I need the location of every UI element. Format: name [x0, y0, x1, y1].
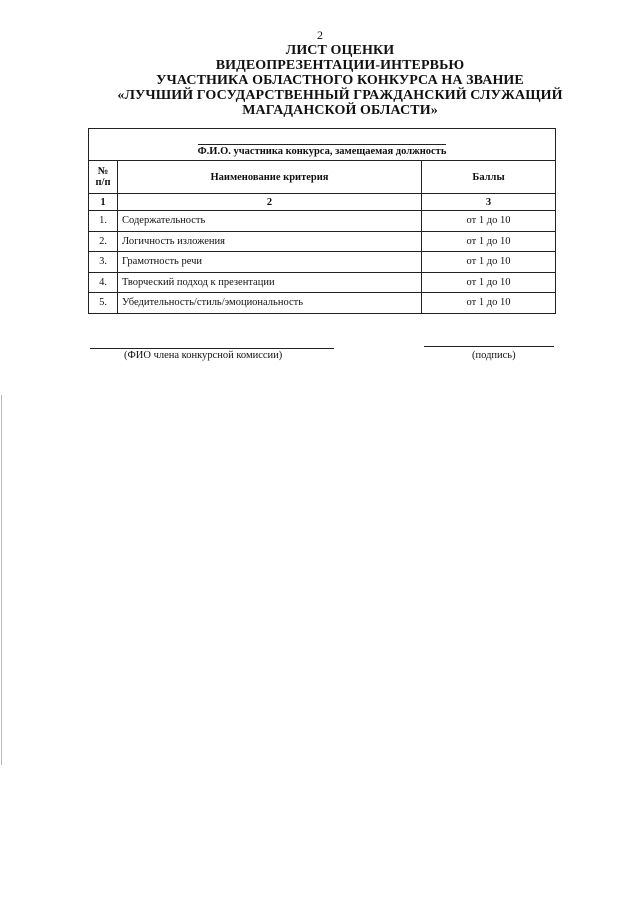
criterion-name: Содержательность: [118, 211, 422, 232]
row-number: 4.: [89, 272, 118, 293]
column-header-row: [89, 161, 556, 194]
table-row: [89, 231, 556, 252]
column-number: 1: [89, 194, 118, 211]
signature-line: [424, 346, 554, 347]
commission-member-signature-line: [90, 348, 334, 349]
participant-header-cell: [89, 129, 556, 161]
participant-caption: Ф.И.О. участника конкурса, замещаемая должность: [197, 146, 447, 157]
table-row: [89, 272, 556, 293]
column-number-row: [89, 194, 556, 211]
criterion-name: Логичность изложения: [118, 231, 422, 252]
participant-header-row: [89, 129, 556, 161]
criterion-score: от 1 до 10: [422, 231, 556, 252]
column-header-criterion: Наименование критерия: [118, 161, 422, 194]
table-row: [89, 252, 556, 273]
title-line: МАГАДАНСКОЙ ОБЛАСТИ»: [242, 103, 438, 118]
criterion-name: Убедительность/стиль/эмоциональность: [118, 293, 422, 314]
criterion-score: от 1 до 10: [422, 211, 556, 232]
page-number: 2: [317, 28, 323, 42]
signature-label: (подпись): [472, 350, 516, 361]
criterion-name: Творческий подход к презентации: [118, 272, 422, 293]
commission-member-label: (ФИО члена конкурсной комиссии): [124, 350, 283, 361]
column-number: 3: [422, 194, 556, 211]
table-row: [89, 211, 556, 232]
title-line: ВИДЕОПРЕЗЕНТАЦИИ-ИНТЕРВЬЮ: [215, 58, 465, 73]
title-line: УЧАСТНИКА ОБЛАСТНОГО КОНКУРСА НА ЗВАНИЕ: [156, 73, 524, 88]
row-number: 2.: [89, 231, 118, 252]
column-header-number: № п/п: [89, 161, 118, 194]
row-number: 5.: [89, 293, 118, 314]
evaluation-table: [88, 128, 556, 314]
criterion-score: от 1 до 10: [422, 272, 556, 293]
column-number: 2: [118, 194, 422, 211]
document-title: [60, 43, 620, 118]
title-line: «ЛУЧШИЙ ГОСУДАРСТВЕННЫЙ ГРАЖДАНСКИЙ СЛУЖАЩИЙ: [117, 88, 563, 103]
title-line: ЛИСТ ОЦЕНКИ: [285, 43, 395, 58]
table-row: [89, 293, 556, 314]
row-number: 1.: [89, 211, 118, 232]
column-header-score: Баллы: [422, 161, 556, 194]
criterion-score: от 1 до 10: [422, 252, 556, 273]
scan-edge-mark: [1, 395, 3, 765]
row-number: 3.: [89, 252, 118, 273]
criterion-name: Грамотность речи: [118, 252, 422, 273]
criterion-score: от 1 до 10: [422, 293, 556, 314]
